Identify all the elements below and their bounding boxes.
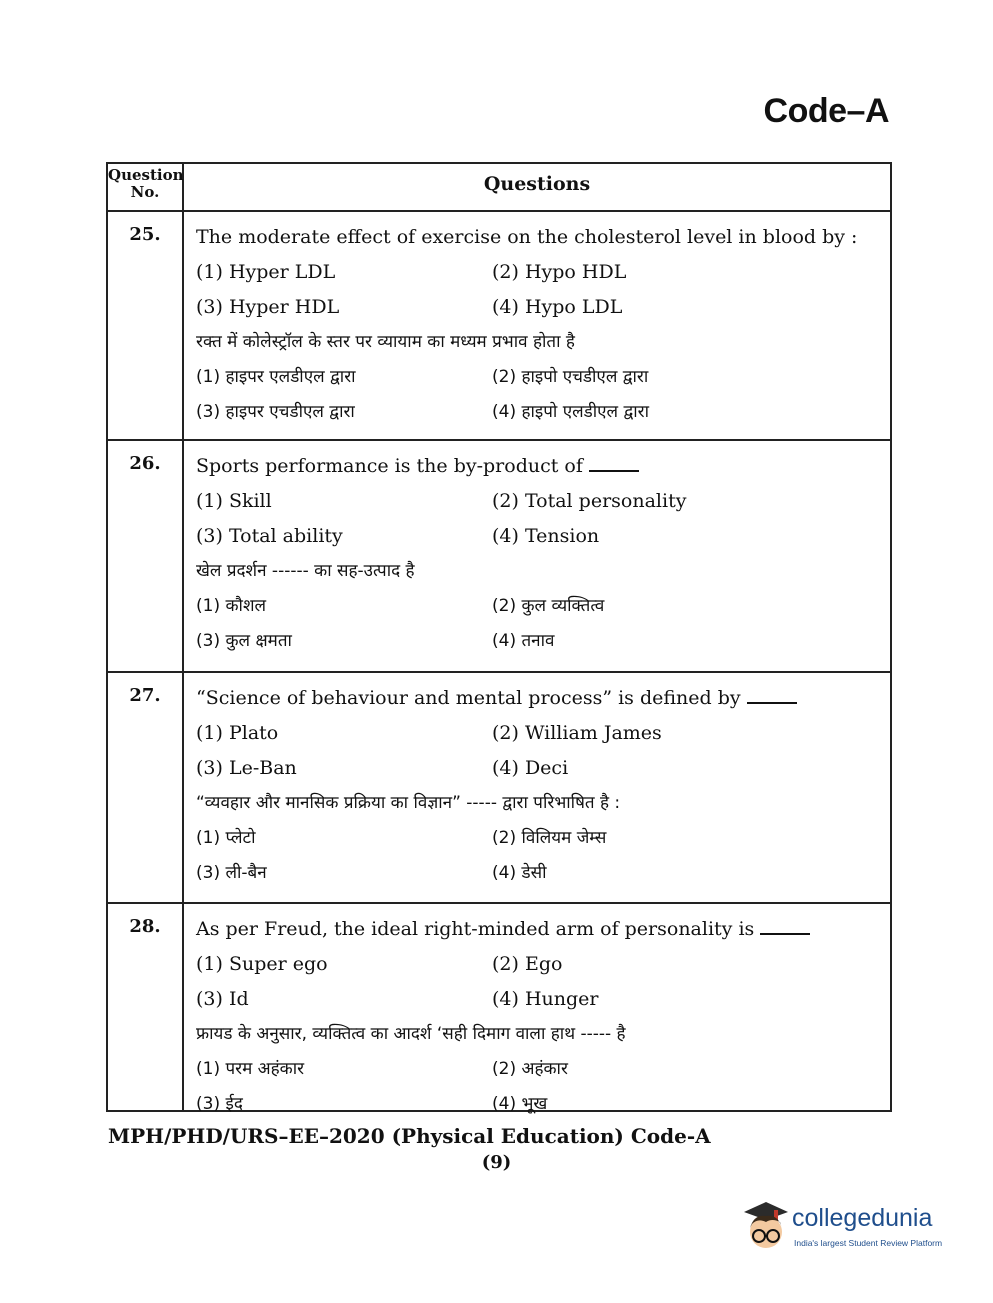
question-row — [108, 212, 890, 441]
option-en: (1) Super ego — [196, 953, 328, 975]
option-hi: (3) हाइपर एचडीएल द्वारा — [196, 402, 355, 422]
answer-blank — [589, 456, 639, 472]
question-stem-hi: फ्रायड के अनुसार, व्यक्तित्व का आदर्श ‘सही दिमाग वाला हाथ ----- है — [196, 1024, 626, 1044]
option-en: (3) Le-Ban — [196, 757, 297, 779]
table-header — [108, 164, 890, 212]
option-hi: (4) डेसी — [492, 863, 547, 883]
brand-tagline: India's largest Student Review Platform — [794, 1238, 943, 1248]
question-number: 27. — [108, 673, 184, 902]
option-hi: (1) प्लेटो — [196, 828, 256, 848]
option-en: (1) Skill — [196, 490, 272, 512]
brand-name: collegedunia — [792, 1204, 933, 1232]
option-hi: (3) कुल क्षमता — [196, 631, 292, 651]
option-en: (3) Id — [196, 988, 249, 1010]
mascot-icon — [736, 1198, 792, 1258]
option-en: (1) Hyper LDL — [196, 261, 336, 283]
option-en: (2) William James — [492, 722, 662, 744]
option-hi: (3) ली-बैन — [196, 863, 267, 883]
header-question-no: Question No. — [108, 164, 184, 210]
question-stem-en: Sports performance is the by-product of — [196, 455, 583, 477]
option-hi: (1) कौशल — [196, 596, 267, 616]
option-en: (2) Hypo HDL — [492, 261, 627, 283]
option-hi: (2) कुल व्यक्तित्व — [492, 596, 605, 616]
option-hi: (3) ईद — [196, 1094, 243, 1114]
question-stem-hi: “व्यवहार और मानसिक प्रक्रिया का विज्ञान” ----- द्वारा परिभाषित है : — [196, 793, 621, 813]
option-en: (4) Hypo LDL — [492, 296, 623, 318]
question-stem-hi: खेल प्रदर्शन ------ का सह-उत्पाद है — [196, 561, 415, 581]
question-stem-hi: रक्त में कोलेस्ट्रॉल के स्तर पर व्यायाम का मध्यम प्रभाव होता है — [196, 332, 575, 352]
question-row — [108, 441, 890, 673]
option-hi: (2) अहंकार — [492, 1059, 568, 1079]
option-en: (2) Total personality — [492, 490, 687, 512]
option-hi: (1) परम अहंकार — [196, 1059, 305, 1079]
page-number: (9) — [481, 1152, 512, 1173]
question-number: 26. — [108, 441, 184, 671]
option-hi: (4) हाइपो एलडीएल द्वारा — [492, 402, 650, 422]
option-hi: (4) तनाव — [492, 631, 555, 651]
question-stem-en: “Science of behaviour and mental process” is defined by — [196, 687, 741, 709]
option-en: (4) Deci — [492, 757, 569, 779]
question-stem-en: The moderate effect of exercise on the cholesterol level in blood by : — [196, 226, 858, 248]
option-hi: (4) भूख — [492, 1094, 548, 1114]
option-hi: (1) हाइपर एलडीएल द्वारा — [196, 367, 356, 387]
option-en: (4) Hunger — [492, 988, 599, 1010]
questions-table — [106, 162, 892, 1112]
option-en: (3) Total ability — [196, 525, 343, 547]
option-hi: (2) विलियम जेम्स — [492, 828, 607, 848]
option-en: (3) Hyper HDL — [196, 296, 340, 318]
question-row — [108, 904, 890, 1114]
header-questions: Questions — [483, 173, 591, 195]
question-number: 25. — [108, 212, 184, 439]
answer-blank — [747, 688, 797, 704]
code-label: Code–A — [763, 92, 889, 130]
option-en: (1) Plato — [196, 722, 279, 744]
collegedunia-logo — [736, 1198, 966, 1258]
answer-blank — [760, 919, 810, 935]
option-hi: (2) हाइपो एचडीएल द्वारा — [492, 367, 649, 387]
question-stem-en: As per Freud, the ideal right-minded arm of personality is — [196, 918, 755, 940]
option-en: (2) Ego — [492, 953, 563, 975]
footer-code: MPH/PHD/URS–EE–2020 (Physical Education) Code-A — [108, 1124, 711, 1148]
question-row — [108, 673, 890, 904]
option-en: (4) Tension — [492, 525, 600, 547]
question-number: 28. — [108, 904, 184, 1110]
